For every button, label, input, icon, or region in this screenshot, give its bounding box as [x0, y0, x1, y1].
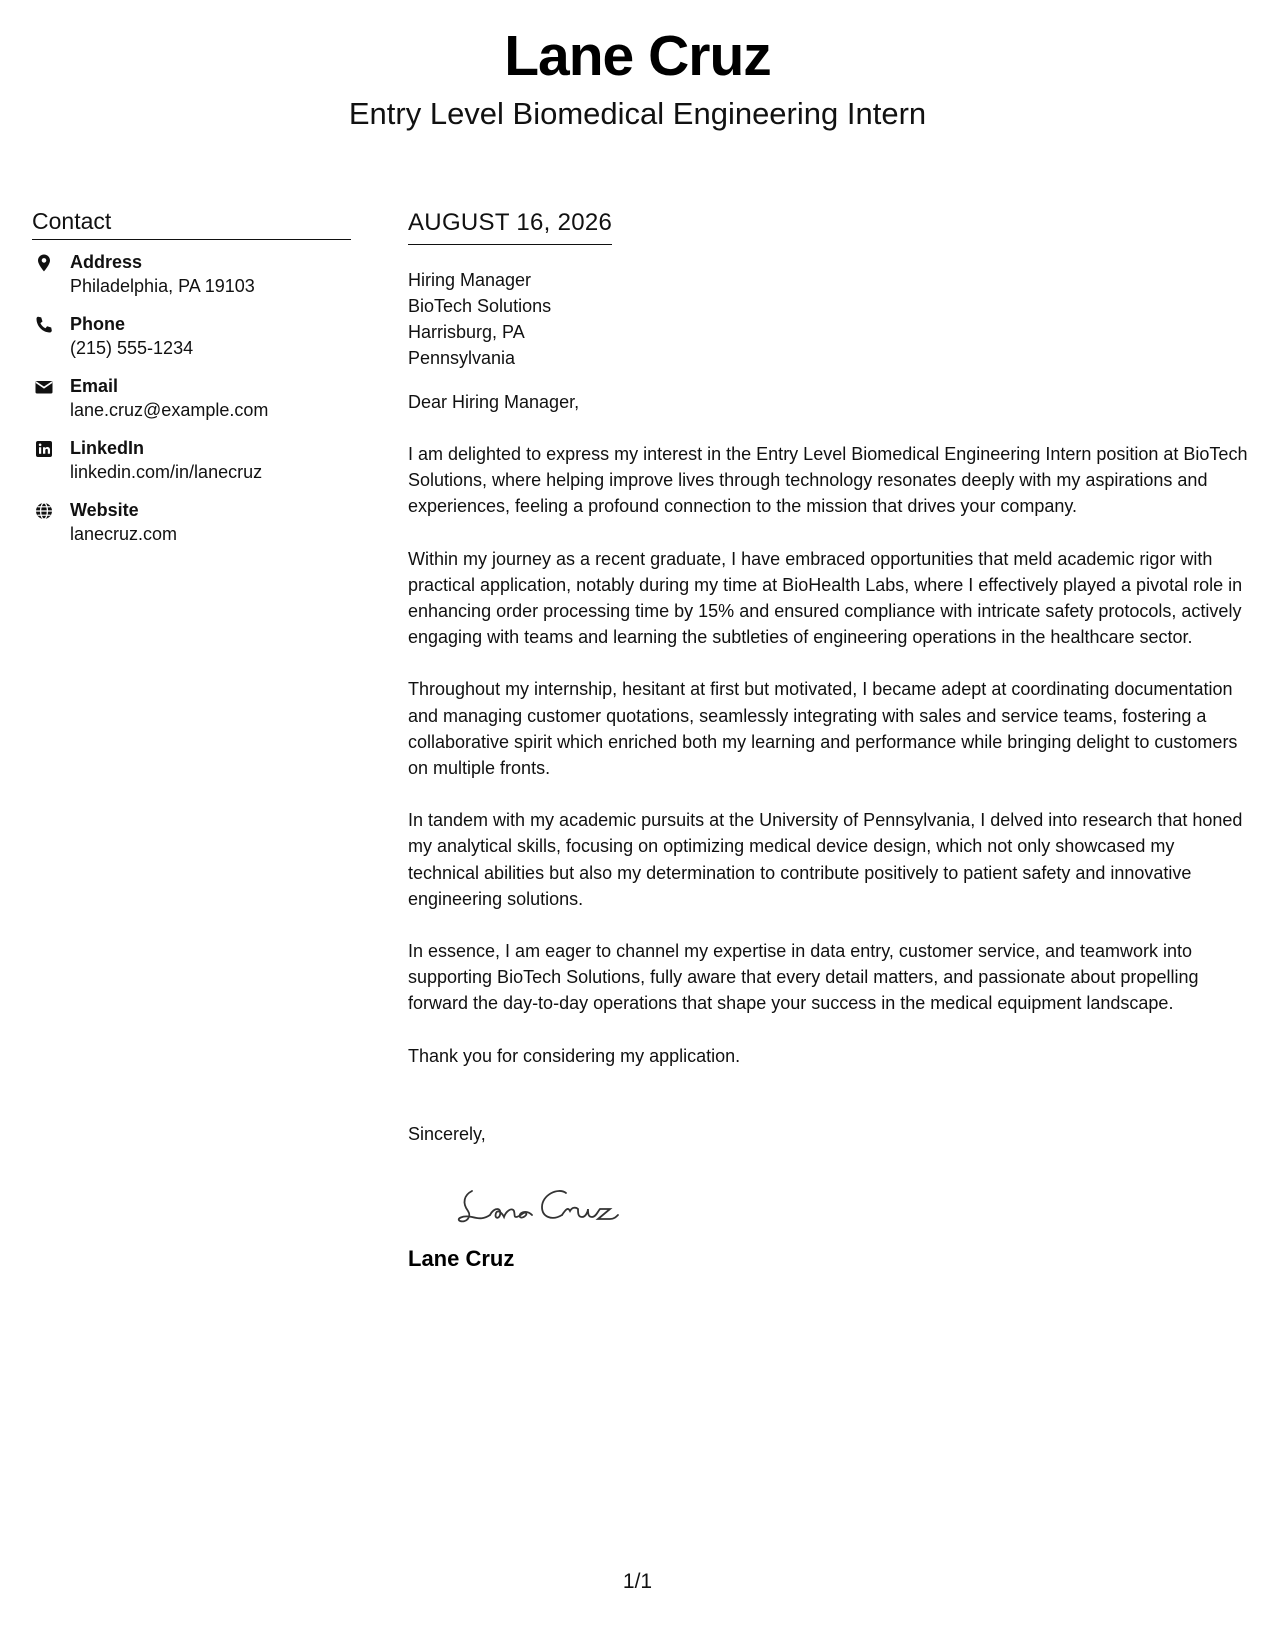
phone-icon	[34, 315, 54, 335]
website-value[interactable]: lanecruz.com	[70, 524, 178, 544]
applicant-name: Lane Cruz	[504, 24, 771, 88]
signer-name: Lane Cruz	[408, 1245, 515, 1271]
recipient-line: Harrisburg, PA	[408, 322, 525, 342]
linkedin-icon	[34, 439, 54, 459]
address-value: Philadelphia, PA 19103	[70, 276, 255, 296]
paragraph: I am delighted to express my interest in the Entry Level Biomedical Engineering Intern position at BioTech Solutions, where helping improve lives through technology resonates deeply with my aspirations and experiences, feeling a profound connection to the mission that drives your company.	[408, 444, 1248, 517]
closing: Sincerely,	[408, 1123, 486, 1144]
recipient-line: Pennsylvania	[408, 348, 516, 368]
email-value[interactable]: lane.cruz@example.com	[70, 400, 269, 420]
contact-item-address	[32, 250, 351, 300]
globe-icon	[34, 501, 54, 521]
job-title: Entry Level Biomedical Engineering Intern	[348, 96, 927, 131]
contact-item-phone	[32, 312, 351, 362]
contact-label: Email	[70, 376, 119, 396]
email-icon	[34, 377, 54, 397]
recipient-line: BioTech Solutions	[408, 296, 552, 316]
contact-item-website	[32, 498, 351, 548]
contact-item-linkedin	[32, 436, 351, 486]
letter-date: AUGUST 16, 2026	[408, 208, 612, 245]
letter-paragraphs	[408, 441, 1248, 1069]
handwritten-signature	[454, 1173, 654, 1233]
contact-sidebar	[32, 206, 351, 560]
paragraph: Throughout my internship, hesitant at first but motivated, I became adept at coordinating documentation and managing customer quotations, seamlessly integrating with sales and service teams, fostering a collaborative spirit which enriched both my learning and performance while bringing delight to customers on multiple fronts.	[408, 679, 1238, 779]
contact-label: Address	[70, 252, 143, 272]
paragraph: In essence, I am eager to channel my expertise in data entry, customer service, and teamwork into supporting BioTech Solutions, fully aware that every detail matters, and passionate about propelling forward the day-to-day operations that shape your success in the medical equipment landscape.	[408, 941, 1199, 1014]
contact-label: Phone	[70, 314, 126, 334]
paragraph: Within my journey as a recent graduate, I have embraced opportunities that meld academic rigor with practical application, notably during my time at BioHealth Labs, where I effectively played a pivotal role in enhancing order processing time by 15% and ensured compliance with intricate safety protocols, actively engaging with teams and learning the subtleties of engineering operations in the healthcare sector.	[408, 548, 1243, 648]
location-pin-icon	[34, 253, 54, 273]
contact-list	[32, 250, 351, 548]
contact-item-email	[32, 374, 351, 424]
letter-body	[408, 208, 1248, 1273]
recipient-block	[408, 267, 1248, 371]
contact-label: Website	[70, 500, 139, 520]
salutation: Dear Hiring Manager,	[408, 392, 580, 412]
paragraph: In tandem with my academic pursuits at the University of Pennsylvania, I delved into research that honed my analytical skills, focusing on optimizing medical device design, which not only showcased my technical abilities but also my determination to contribute positively to patient safety and innovative engineering solutions.	[408, 810, 1243, 909]
recipient-line: Hiring Manager	[408, 270, 532, 290]
contact-label: LinkedIn	[70, 438, 145, 458]
phone-value: (215) 555-1234	[70, 338, 194, 358]
page-number: 1/1	[622, 1570, 653, 1593]
linkedin-value[interactable]: linkedin.com/in/lanecruz	[70, 462, 263, 482]
paragraph: Thank you for considering my application.	[408, 1045, 741, 1066]
letter-header	[0, 22, 1275, 134]
contact-heading: Contact	[32, 206, 351, 240]
